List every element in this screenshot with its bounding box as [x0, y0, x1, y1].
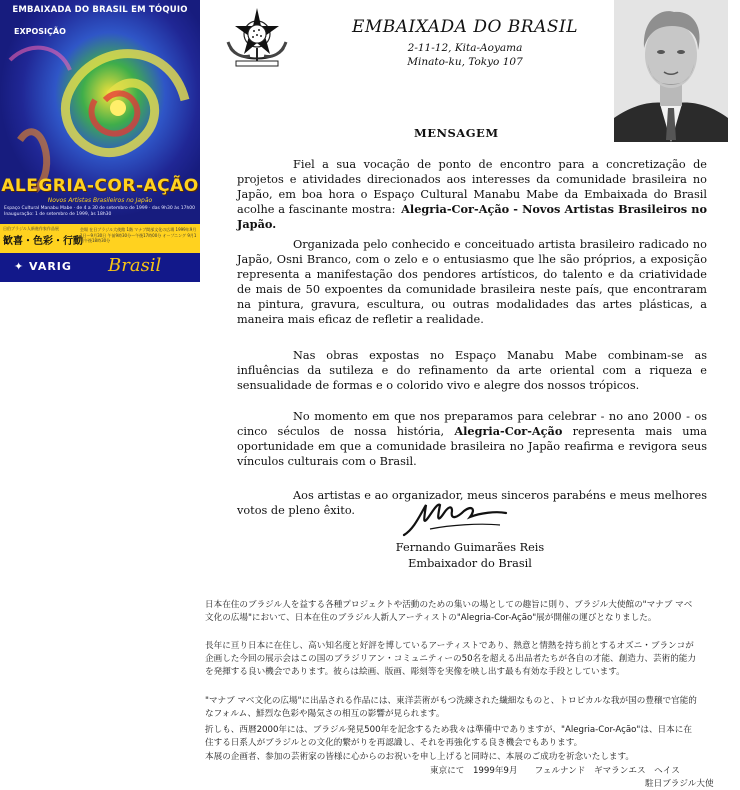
poster-sponsor-band	[0, 253, 200, 282]
poster-expo-label: EXPOSIÇÃO	[14, 27, 66, 36]
paragraph-2	[237, 237, 707, 327]
paragraph-1	[237, 157, 707, 232]
japanese-paragraph-1: 日本在住のブラジル人を益する各種プロジェクトや活動のための集いの場としての趣旨に則り、ブラジル大使館の"マナブ マベ文化の広場"において、日本在住のブラジル人新人アーティストの"Alegria-Cor-Ação"展が開催の運びとなりました。	[205, 600, 693, 623]
poster-embassy-header: EMBAIXADA DO BRASIL EM TÓQUIO	[12, 5, 188, 15]
paragraph-4-text-b: representa mais uma oportunidade em que a comunidade brasileira no Japão reafirma e revigora seus vínculos culturais com o Brasil.	[237, 425, 707, 468]
poster-jp-title: 歓喜・色彩・行動	[3, 236, 83, 247]
letterhead-embassy-name: EMBAIXADA DO BRASIL	[351, 17, 579, 37]
coat-of-arms-icon	[224, 4, 290, 70]
poster-venue	[4, 206, 196, 218]
japanese-paragraph-5: 本展の企画者、参加の芸術家の皆様に心からのお祝いを申し上げると同時に、本展のご成功を祈念いたします。	[205, 752, 635, 762]
japanese-paragraph-2: 長年に亘り日本に在住し、高い知名度と好評を博しているアーティストであり、熱意と情熱を持ち前とするオズニ・ブランコが企画した今回の展示会はこの国のブラジリアン・コミュニティーの50名を超える出品者たちが各自の才能、創造力、芸術的能力を発揮する良い機会であります。彼らは絵画、版画、彫刻等を実像を映し出す最も有効な手段としています。	[205, 641, 696, 677]
paragraph-4-text-a: No momento em que nos preparamos para celebrar - no ano 2000 - os cinco séculos de nossa história,	[237, 410, 707, 438]
handwritten-signature	[400, 495, 510, 541]
poster-venue-line-2: Inauguração: 1 de setembro de 1999, às 18h30	[4, 212, 112, 217]
paragraph-3-text: Nas obras expostas no Espaço Manabu Mabe combinam-se as influências da sutileza e do refinamento da arte oriental com a riqueza e sensualidade de formas e o colorido vivo e alegre dos nossos trópicos.	[237, 349, 707, 392]
signatory-title: Embaixador do Brasil	[408, 557, 532, 570]
paragraph-4	[237, 409, 707, 469]
exhibition-title-bold: Alegria-Cor-Ação - Novos Artistas Brasileiros no Japão.	[237, 202, 707, 231]
poster-subtitle: Novos Artistas Brasileiros no Japão	[47, 197, 153, 204]
poster-jp-info: 会場 在日ブラジル大使館 1階 マナブ間部文化の広場 1999年9月1日〜9月30日 午前9時30分〜午後17時00分 オープニング 9月1日午後18時30分	[80, 227, 197, 243]
paragraph-2-text: Organizada pelo conhecido e conceituado artista brasileiro radicado no Japão, Osni Branco, com o zelo e o entusiasmo que lhe são próprios, a exposição representa a manifestação dos pendores artísticos, do talento e da criatividade de mais de 50 expoentes da comunidade brasileira neste país, que encontraram na pintura, gravura, escultura, ou outras modalidades das artes plásticas, a maneira mais eficaz de refletir a realidade.	[237, 238, 707, 326]
paragraph-3	[237, 348, 707, 393]
paragraph-4-bold: Alegria-Cor-Ação	[454, 424, 563, 438]
paragraph-1-text: Fiel a sua vocação de ponto de encontro para a concretização de projetos e atividades direcionados aos interesses da comunidade brasileira no Japão, em boa hora o Espaço Cultural Manabu Mabe da Embaixada do Brasil acolhe a fascinante mostra:	[237, 158, 707, 216]
japanese-paragraph-4: 折しも、西暦2000年には、ブラジル発見500年を記念するため我々は準備中でありますが、"Alegria-Cor-Ação"は、日本に在住する日系人がブラジルとの文化的繋がりを再認識し、それを再強化する良き機会でもあります。	[205, 725, 692, 748]
ambassador-portrait-photo	[614, 0, 728, 142]
poster-jp-small: 日伯ブラジル人新進作家作品展	[3, 226, 59, 231]
letterhead-address-line-1: 2-11-12, Kita-Aoyama	[407, 42, 523, 54]
message-heading: MENSAGEM	[414, 126, 499, 140]
japanese-date-signatory: 東京にて 1999年9月 フェルナンド ギマランエス ヘイス	[430, 766, 680, 776]
poster-venue-line-1: Espaço Cultural Manabu Mabe · de 4 a 30 de setembro de 1999 · das 9h30 às 17h00	[4, 206, 196, 211]
poster-title: ALEGRIA-COR-AÇÃO	[1, 176, 199, 196]
exhibition-poster	[0, 0, 200, 282]
brasil-logo: Brasil	[108, 255, 162, 276]
poster-japanese-band	[0, 224, 200, 253]
paragraph-5-text: Aos artistas e ao organizador, meus sinceros parabéns e meus melhores votos de pleno êxito.	[237, 489, 707, 517]
japanese-ambassador-title: 駐日ブラジル大使	[645, 779, 714, 789]
japanese-paragraph-3: "マナブ マベ文化の広場"に出品される作品には、東洋芸術がもつ洗練された繊細なものと、トロピカルな我が国の豊穣で官能的なフォルム、鮮烈な色彩や陽気さの相互の影響が見られます。	[205, 696, 697, 719]
signatory-name: Fernando Guimarães Reis	[395, 541, 545, 554]
letterhead-address-line-2: Minato-ku, Tokyo 107	[407, 56, 523, 68]
varig-logo: ✦ VARIG	[14, 260, 72, 273]
